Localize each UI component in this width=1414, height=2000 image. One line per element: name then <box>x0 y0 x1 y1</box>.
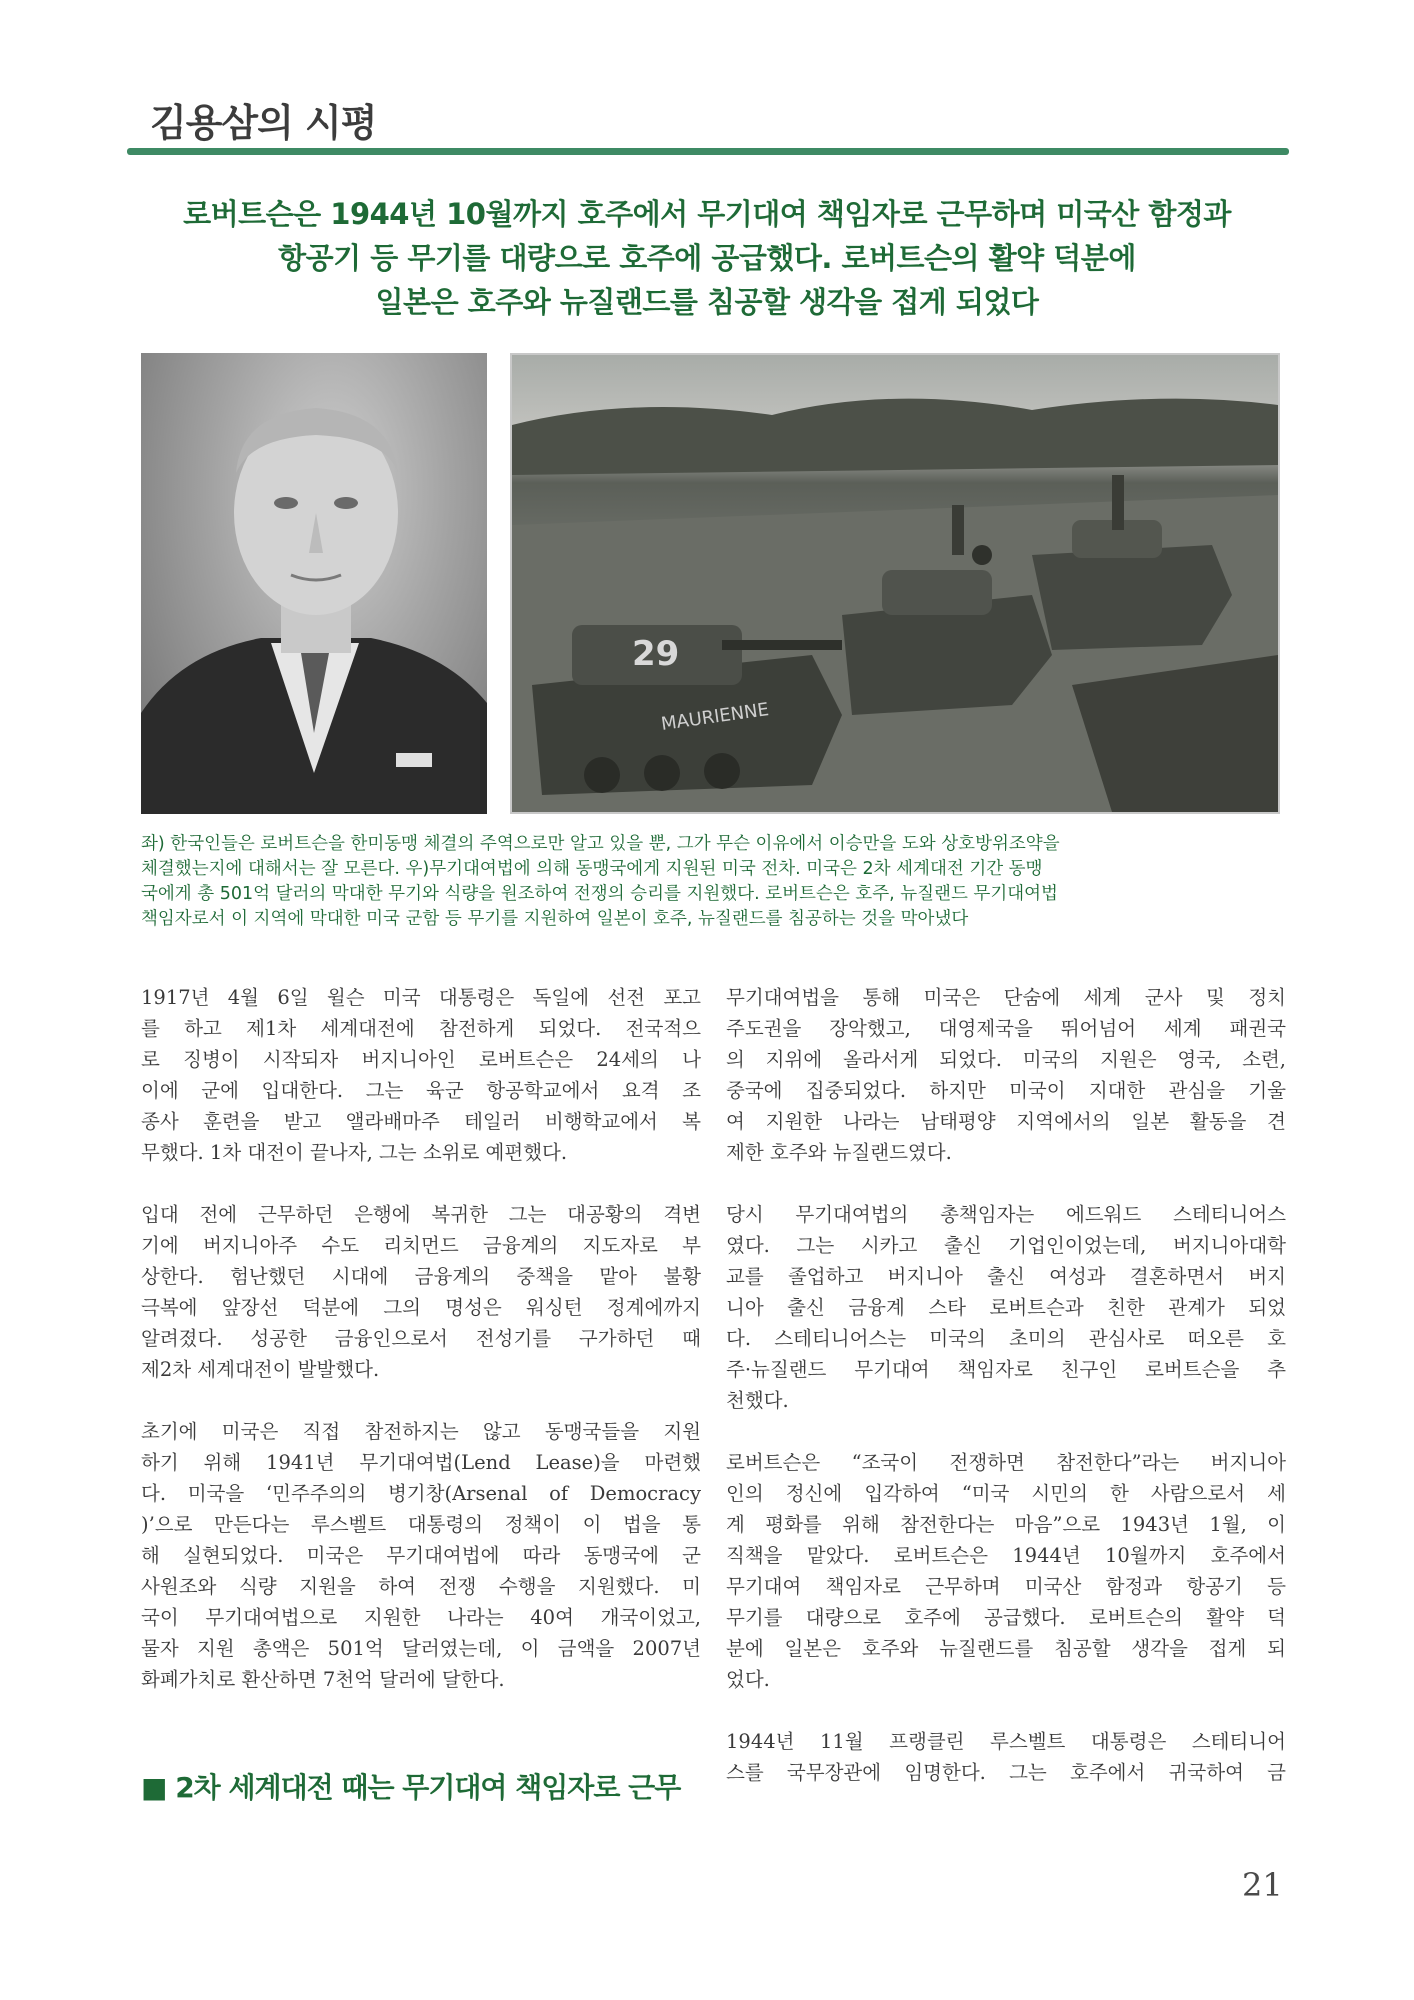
paragraph <box>141 1416 701 1695</box>
body-line: 니아 출신 금융계 스타 로버트슨과 친한 관계가 되었 <box>726 1296 1286 1319</box>
body-line: 교를 졸업하고 버지니아 출신 여성과 결혼하면서 버지 <box>726 1265 1286 1288</box>
body-line: 를 하고 제1차 세계대전에 참전하게 되었다. 전국적으 <box>141 1017 701 1040</box>
tanks-photo <box>510 353 1280 814</box>
body-line: 로버트슨은 “조국이 전쟁하면 참전한다”라는 버지니아 <box>726 1451 1286 1474</box>
body-line: 화폐가치로 환산하면 7천억 달러에 달한다. <box>141 1668 505 1691</box>
headline <box>160 192 1254 324</box>
header-rule <box>127 148 1289 155</box>
paragraph <box>141 982 701 1168</box>
body-line: 무기를 대량으로 호주에 공급했다. 로버트슨의 활약 덕 <box>726 1606 1286 1629</box>
paragraph <box>726 1726 1286 1788</box>
body-line: 스를 국무장관에 임명한다. 그는 호주에서 귀국하여 금 <box>726 1761 1286 1784</box>
body-line: 알려졌다. 성공한 금융인으로서 전성기를 구가하던 때 <box>141 1327 701 1350</box>
body-line: 었다. <box>726 1668 770 1691</box>
body-line: 직책을 맡았다. 로버트슨은 1944년 10월까지 호주에서 <box>726 1544 1286 1567</box>
section-heading: ■ 2차 세계대전 때는 무기대여 책임자로 근무 <box>141 1771 681 1804</box>
body-line: 제2차 세계대전이 발발했다. <box>141 1358 380 1381</box>
portrait-photo <box>141 353 487 814</box>
page-number: 21 <box>1242 1866 1283 1904</box>
body-line: 다. 미국을 ‘민주주의의 병기창(Arsenal of Democracy <box>141 1482 701 1505</box>
body-line: 주·뉴질랜드 무기대여 책임자로 친구인 로버트슨을 추 <box>726 1358 1286 1381</box>
body-line: 상한다. 험난했던 시대에 금융계의 중책을 맡아 불황 <box>141 1265 701 1288</box>
caption-line: 책임자로서 이 지역에 막대한 미국 군함 등 무기를 지원하여 일본이 호주, 뉴질랜드를 침공하는 것을 막아냈다 <box>141 909 969 929</box>
caption-line: 체결했는지에 대해서는 잘 모른다. 우)무기대여법에 의해 동맹국에게 지원된 미국 전차. 미국은 2차 세계대전 기간 동맹 <box>141 859 1043 879</box>
body-line: 기에 버지니아주 수도 리치먼드 금융계의 지도자로 부 <box>141 1234 701 1257</box>
body-line: 당시 무기대여법의 총책임자는 에드워드 스테티니어스 <box>726 1203 1286 1226</box>
body-line: 무기대여법을 통해 미국은 단숨에 세계 군사 및 정치 <box>726 986 1286 1009</box>
body-line: 무기대여 책임자로 근무하며 미국산 함정과 항공기 등 <box>726 1575 1286 1598</box>
caption-line: 좌) 한국인들은 로버트슨을 한미동맹 체결의 주역으로만 알고 있을 뿐, 그가 무슨 이유에서 이승만을 도와 상호방위조약을 <box>141 834 1060 854</box>
body-line: 해 실현되었다. 미국은 무기대여법에 따라 동맹국에 군 <box>141 1544 701 1567</box>
headline-line: 항공기 등 무기를 대량으로 호주에 공급했다. 로버트슨의 활약 덕분에 <box>278 241 1136 275</box>
body-line: 였다. 그는 시카고 출신 기업인이었는데, 버지니아대학 <box>726 1234 1286 1257</box>
body-line: 인의 정신에 입각하여 “미국 시민의 한 사람으로서 세 <box>726 1482 1286 1505</box>
body-line: 물자 지원 총액은 501억 달러였는데, 이 금액을 2007년 <box>141 1637 701 1660</box>
body-line: 초기에 미국은 직접 참전하지는 않고 동맹국들을 지원 <box>141 1420 701 1443</box>
tank-number: 29 <box>632 634 680 674</box>
running-header-title: 김용삼의 시평 <box>150 101 377 145</box>
paragraph <box>726 982 1286 1168</box>
body-line: 주도권을 장악했고, 대영제국을 뛰어넘어 세계 패권국 <box>726 1017 1286 1040</box>
headline-line: 로버트슨은 1944년 10월까지 호주에서 무기대여 책임자로 근무하며 미국산 함정과 <box>183 197 1231 231</box>
headline-line: 일본은 호주와 뉴질랜드를 침공할 생각을 접게 되었다 <box>375 285 1039 319</box>
body-line: 계 평화를 위해 참전한다는 마음”으로 1943년 1월, 이 <box>726 1513 1286 1536</box>
body-line: 로 징병이 시작되자 버지니아인 로버트슨은 24세의 나 <box>141 1048 701 1071</box>
right-column <box>726 982 1286 1788</box>
body-line: 1944년 11월 프랭클린 루스벨트 대통령은 스테티니어 <box>726 1730 1286 1753</box>
paragraph <box>726 1447 1286 1695</box>
body-line: 분에 일본은 호주와 뉴질랜드를 침공할 생각을 접게 되 <box>726 1637 1286 1660</box>
body-line: 하기 위해 1941년 무기대여법(Lend Lease)을 마련했 <box>141 1451 701 1474</box>
body-line: 다. 스테티니어스는 미국의 초미의 관심사로 떠오른 호 <box>726 1327 1286 1350</box>
body-line: 1917년 4월 6일 윌슨 미국 대통령은 독일에 선전 포고 <box>141 986 701 1009</box>
body-line: 제한 호주와 뉴질랜드였다. <box>726 1141 952 1164</box>
photo-caption <box>141 832 1280 932</box>
body-line: 의 지위에 올라서게 되었다. 미국의 지원은 영국, 소련, <box>726 1048 1286 1071</box>
body-line: 사원조와 식량 지원을 하여 전쟁 수행을 지원했다. 미 <box>141 1575 701 1598</box>
body-line: 중국에 집중되었다. 하지만 미국이 지대한 관심을 기울 <box>726 1079 1286 1102</box>
paragraph <box>726 1199 1286 1416</box>
tanks-illustration <box>512 355 1278 812</box>
portrait-illustration <box>141 353 487 814</box>
body-line: 극복에 앞장선 덕분에 그의 명성은 워싱턴 정계에까지 <box>141 1296 701 1319</box>
body-line: 여 지원한 나라는 남태평양 지역에서의 일본 활동을 견 <box>726 1110 1286 1133</box>
body-line: 입대 전에 근무하던 은행에 복귀한 그는 대공황의 격변 <box>141 1203 701 1226</box>
body-line: 이에 군에 입대한다. 그는 육군 항공학교에서 요격 조 <box>141 1079 701 1102</box>
left-column <box>141 982 701 1695</box>
body-line: )’으로 만든다는 루스벨트 대통령의 정책이 이 법을 통 <box>141 1513 701 1536</box>
body-line: 종사 훈련을 받고 앨라배마주 테일러 비행학교에서 복 <box>141 1110 701 1133</box>
body-line: 국이 무기대여법으로 지원한 나라는 40여 개국이었고, <box>141 1606 701 1629</box>
tank-name: MAURIENNE <box>659 699 771 735</box>
body-line: 무했다. 1차 대전이 끝나자, 그는 소위로 예편했다. <box>141 1141 568 1164</box>
paragraph <box>141 1199 701 1385</box>
caption-line: 국에게 총 501억 달러의 막대한 무기와 식량을 원조하여 전쟁의 승리를 지원했다. 로버트슨은 호주, 뉴질랜드 무기대여법 <box>141 884 1058 904</box>
body-line: 천했다. <box>726 1389 789 1412</box>
